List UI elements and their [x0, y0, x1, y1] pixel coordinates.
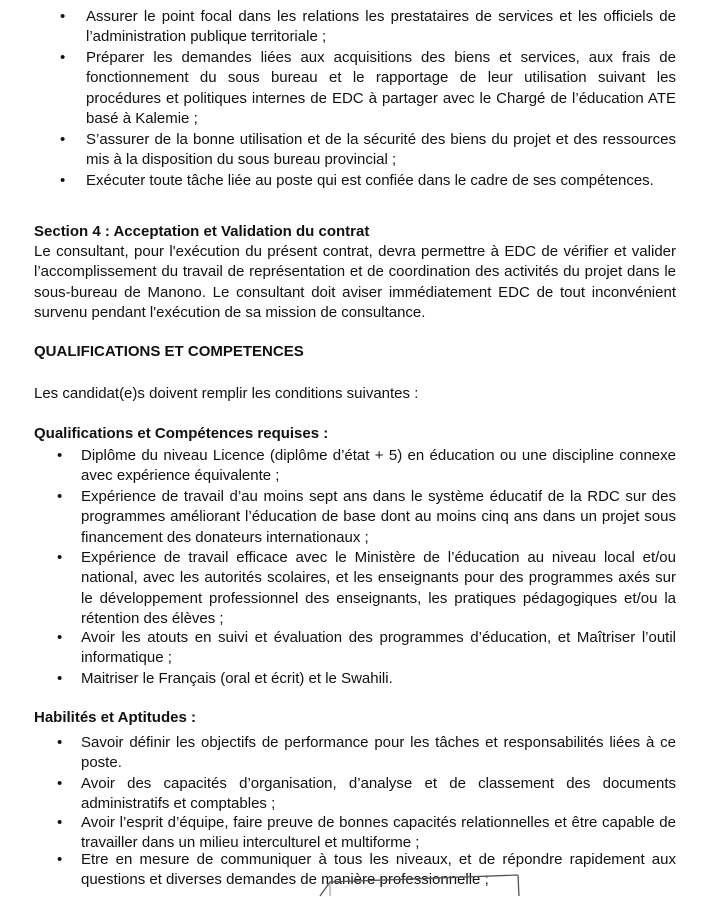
- list-item-text: Avoir des capacités d’organisation, d’analyse et de classement des documents administratifs et comptables ;: [81, 775, 676, 813]
- qualifications-heading: QUALIFICATIONS ET COMPETENCES: [34, 343, 304, 360]
- section-heading: Section 4 : Acceptation et Validation du contrat: [34, 223, 370, 240]
- list-item-text: Diplôme du niveau Licence (diplôme d’état + 5) en éducation ou une discipline connexe avec expérience équivalente ;: [81, 447, 676, 485]
- list-item-text: Préparer les demandes liées aux acquisitions des biens et services, aux frais de fonctionnement du sous bureau et le rapportage de leur utilisation suivant les procédures et politiques internes de EDC à partager avec le Chargé de l’éducation ATE basé à Kalemie ;: [86, 49, 676, 127]
- required-heading: Qualifications et Compétences requises :: [34, 425, 329, 442]
- bullet-icon: •: [60, 131, 66, 148]
- bullet-icon: •: [57, 775, 63, 792]
- bullet-icon: •: [57, 447, 63, 464]
- bullet-icon: •: [57, 670, 63, 687]
- bullet-icon: •: [60, 49, 66, 66]
- bullet-icon: •: [60, 8, 66, 25]
- stamp-mark: [318, 872, 520, 897]
- list-item-text: Expérience de travail efficace avec le Ministère de l’éducation au niveau local et/ou national, avec les autorités scolaires, et les enseignants pour des programmes axés sur le développement professionnel des enseignants, les pratiques pédagogiques et/ou la rétention des élèves ;: [81, 549, 676, 627]
- bullet-icon: •: [57, 814, 63, 831]
- list-item-text: Exécuter toute tâche liée au poste qui est confiée dans le cadre de ses compétences.: [86, 172, 654, 189]
- bullet-icon: •: [57, 549, 63, 566]
- list-item-text: S’assurer de la bonne utilisation et de la sécurité des biens du projet et des ressources mis à la disposition du sous bureau provincial ;: [86, 131, 676, 169]
- list-item-text: Avoir les atouts en suivi et évaluation des programmes d’éducation, et Maîtriser l’outil informatique ;: [81, 629, 676, 667]
- bullet-icon: •: [57, 488, 63, 505]
- list-item-text: Avoir l’esprit d’équipe, faire preuve de bonnes capacités relationnelles et être capable de travailler dans un milieu interculturel et multiforme ;: [81, 814, 676, 852]
- list-item-text: Etre en mesure de communiquer à tous les niveaux, et de répondre rapidement aux questions et diverses demandes de manière professionnelle ;: [81, 851, 676, 889]
- bullet-icon: •: [57, 851, 63, 868]
- bullet-icon: •: [57, 629, 63, 646]
- bullet-icon: •: [57, 734, 63, 751]
- list-item-text: Expérience de travail d’au moins sept ans dans le système éducatif de la RDC sur des programmes améliorant l’éducation de base dont au moins cinq ans dans un projet sous financement des donateurs internationaux ;: [81, 488, 676, 546]
- bullet-icon: •: [60, 172, 66, 189]
- list-item-text: Assurer le point focal dans les relations les prestataires de services et les officiels de l’administration publique territoriale ;: [86, 8, 676, 46]
- list-item-text: Maitriser le Français (oral et écrit) et le Swahili.: [81, 670, 393, 687]
- list-item-text: Savoir définir les objectifs de performance pour les tâches et responsabilités liées à ce poste.: [81, 734, 676, 772]
- skills-heading: Habilités et Aptitudes :: [34, 709, 196, 726]
- section-paragraph: Le consultant, pour l'exécution du présent contrat, devra permettre à EDC de vérifier et valider l’accomplissement du travail de représentation et de coordination des activités du projet dans le sous-bureau de Manono. Le consultant doit aviser immédiatement EDC de tout inconvénient survenu pendant l'exécution de sa mission de consultance.: [34, 243, 676, 321]
- conditions-text: Les candidat(e)s doivent remplir les conditions suivantes :: [34, 385, 419, 402]
